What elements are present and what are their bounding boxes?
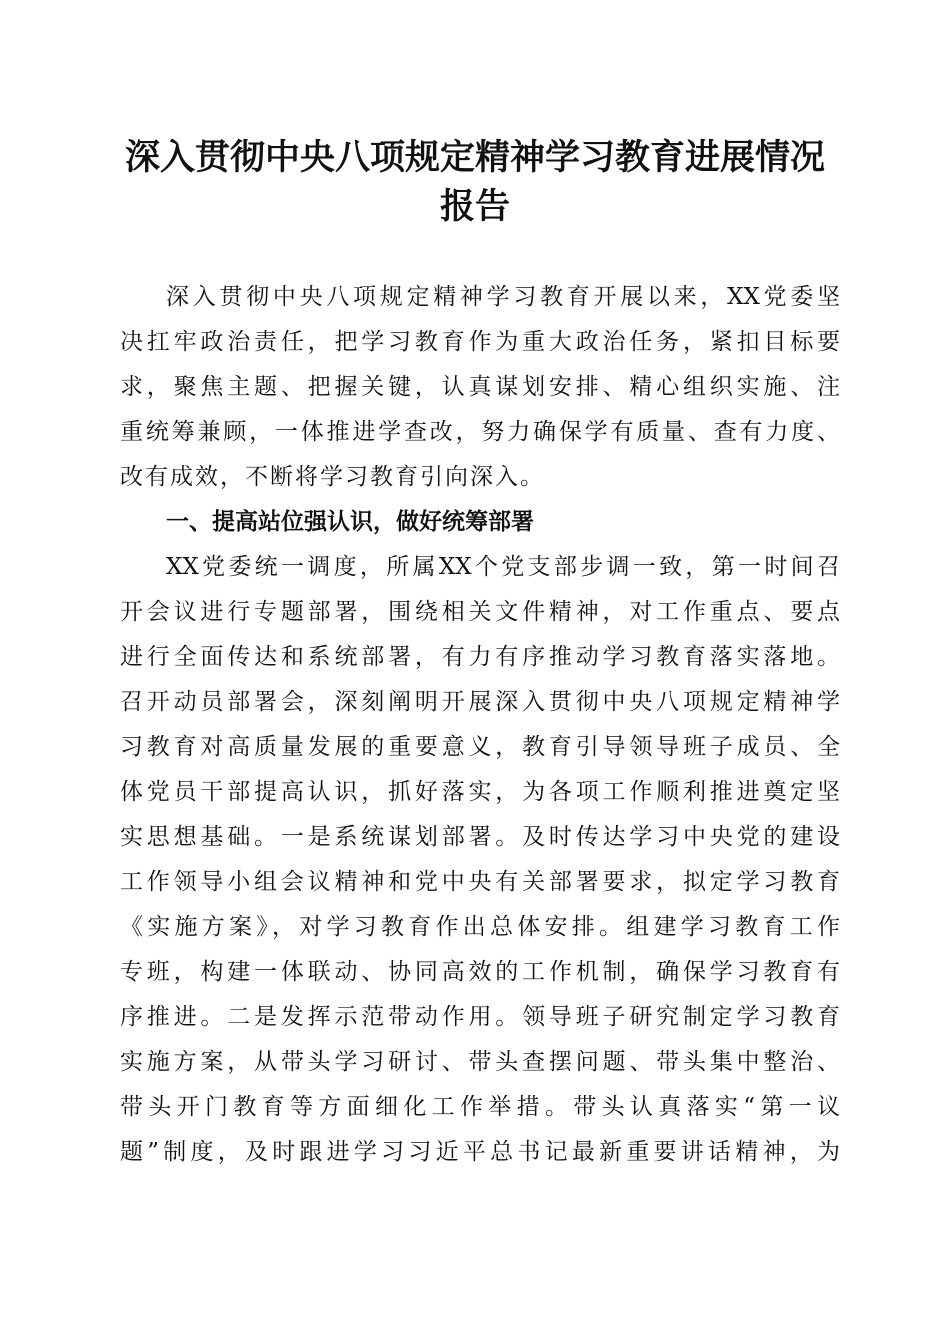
section-heading: 一、提高站位强认识，做好统筹部署 <box>166 509 534 535</box>
paragraph-line: 带头开门教育等方面细化工作举措。带头认真落实“第一议 <box>120 1094 840 1120</box>
paragraph-line: 改有成效，不断将学习教育引向深入。 <box>120 464 545 490</box>
paragraph-line: 序推进。二是发挥示范带动作用。领导班子研究制定学习教育 <box>120 1004 840 1030</box>
paragraph-line: 深入贯彻中央八项规定精神学习教育开展以来，XX党委坚 <box>166 284 840 310</box>
document-title-line-2: 报告 <box>439 186 510 227</box>
document-title-line-1: 深入贯彻中央八项规定精神学习教育进展情况 <box>124 137 825 178</box>
paragraph-line: 实思想基础。一是系统谋划部署。及时传达学习中央党的建设 <box>120 824 840 850</box>
paragraph-line: 进行全面传达和系统部署，有力有序推动学习教育落实落地。 <box>120 644 840 670</box>
paragraph-line: 体党员干部提高认识，抓好落实，为各项工作顺利推进奠定坚 <box>120 779 840 805</box>
paragraph-line: 习教育对高质量发展的重要意义，教育引导领导班子成员、全 <box>120 734 840 760</box>
paragraph-line: 求，聚焦主题、把握关键，认真谋划安排、精心组织实施、注 <box>120 374 840 400</box>
paragraph-line: 开会议进行专题部署，围绕相关文件精神，对工作重点、要点 <box>120 599 840 625</box>
paragraph-line: 工作领导小组会议精神和党中央有关部署要求，拟定学习教育 <box>120 869 840 895</box>
paragraph-line: 重统筹兼顾，一体推进学查改，努力确保学有质量、查有力度、 <box>120 419 840 445</box>
paragraph-line: 《实施方案》，对学习教育作出总体安排。组建学习教育工作 <box>120 914 840 940</box>
paragraph-line: 专班，构建一体联动、协同高效的工作机制，确保学习教育有 <box>120 959 840 985</box>
paragraph-line: 召开动员部署会，深刻阐明开展深入贯彻中央八项规定精神学 <box>120 689 840 715</box>
paragraph-line: 实施方案，从带头学习研讨、带头查摆问题、带头集中整治、 <box>120 1049 840 1075</box>
paragraph-line: 决扛牢政治责任，把学习教育作为重大政治任务，紧扣目标要 <box>120 329 840 355</box>
paragraph-line: 题”制度，及时跟进学习习近平总书记最新重要讲话精神，为 <box>120 1139 840 1165</box>
paragraph-line: XX党委统一调度，所属XX个党支部步调一致，第一时间召 <box>166 554 840 580</box>
